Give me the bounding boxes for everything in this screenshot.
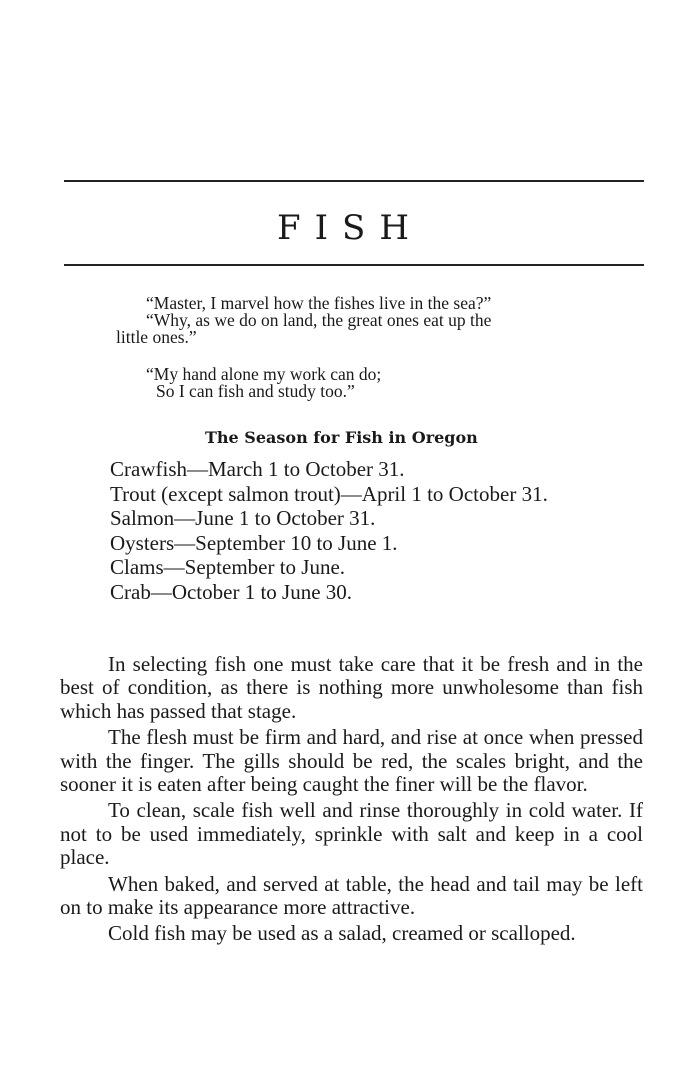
season-item-crawfish: Crawfish—March 1 to October 31. xyxy=(110,457,405,481)
season-item-clams: Clams—September to June. xyxy=(110,555,346,579)
paragraph-flesh: The flesh must be firm and hard, and rise at once when pressed with the finger. The gills should be red, the scales bright, and the sooner it is eaten after being caught the finer will be the flavor. xyxy=(60,725,643,797)
chapter-title: FISH xyxy=(277,208,423,248)
season-item-trout: Trout (except salmon trout)—April 1 to October 31. xyxy=(110,481,548,506)
season-item-crab: Crab—October 1 to June 30. xyxy=(110,579,353,604)
paragraph-selecting: In selecting fish one must take care that it be fresh and in the best of condition, as there is nothing more unwholesome than fish which has passed that stage. xyxy=(60,652,643,723)
verse-line: So I can fish and study too.” xyxy=(156,381,355,401)
paragraph-clean: To clean, scale fish well and rinse thoroughly in cold water. If not to be used immediately, sprinkle with salt and keep in a cool place. xyxy=(60,798,643,870)
season-heading: The Season for Fish in Oregon xyxy=(205,428,478,447)
season-item-oysters: Oysters—September 10 to June 1. xyxy=(110,530,398,555)
paragraph-baked: When baked, and served at table, the head and tail may be left on to make its appearance more attractive. xyxy=(60,871,643,920)
bottom-rule xyxy=(64,264,644,266)
verse-line: “My hand alone my work can do; xyxy=(146,364,382,384)
epigraph-line: “Master, I marvel how the fishes live in the sea?” xyxy=(146,293,492,313)
season-item-salmon: Salmon—June 1 to October 31. xyxy=(110,506,376,530)
epigraph-verse xyxy=(146,366,546,400)
epigraph-dialogue xyxy=(116,295,616,346)
epigraph-line: little ones.” xyxy=(116,327,197,347)
top-rule xyxy=(64,180,644,182)
paragraph-cold-fish: Cold fish may be used as a salad, creamed or scalloped. xyxy=(108,921,576,946)
body-text xyxy=(60,653,643,949)
season-list xyxy=(60,457,643,604)
epigraph-line: “Why, as we do on land, the great ones eat up the xyxy=(146,310,492,330)
